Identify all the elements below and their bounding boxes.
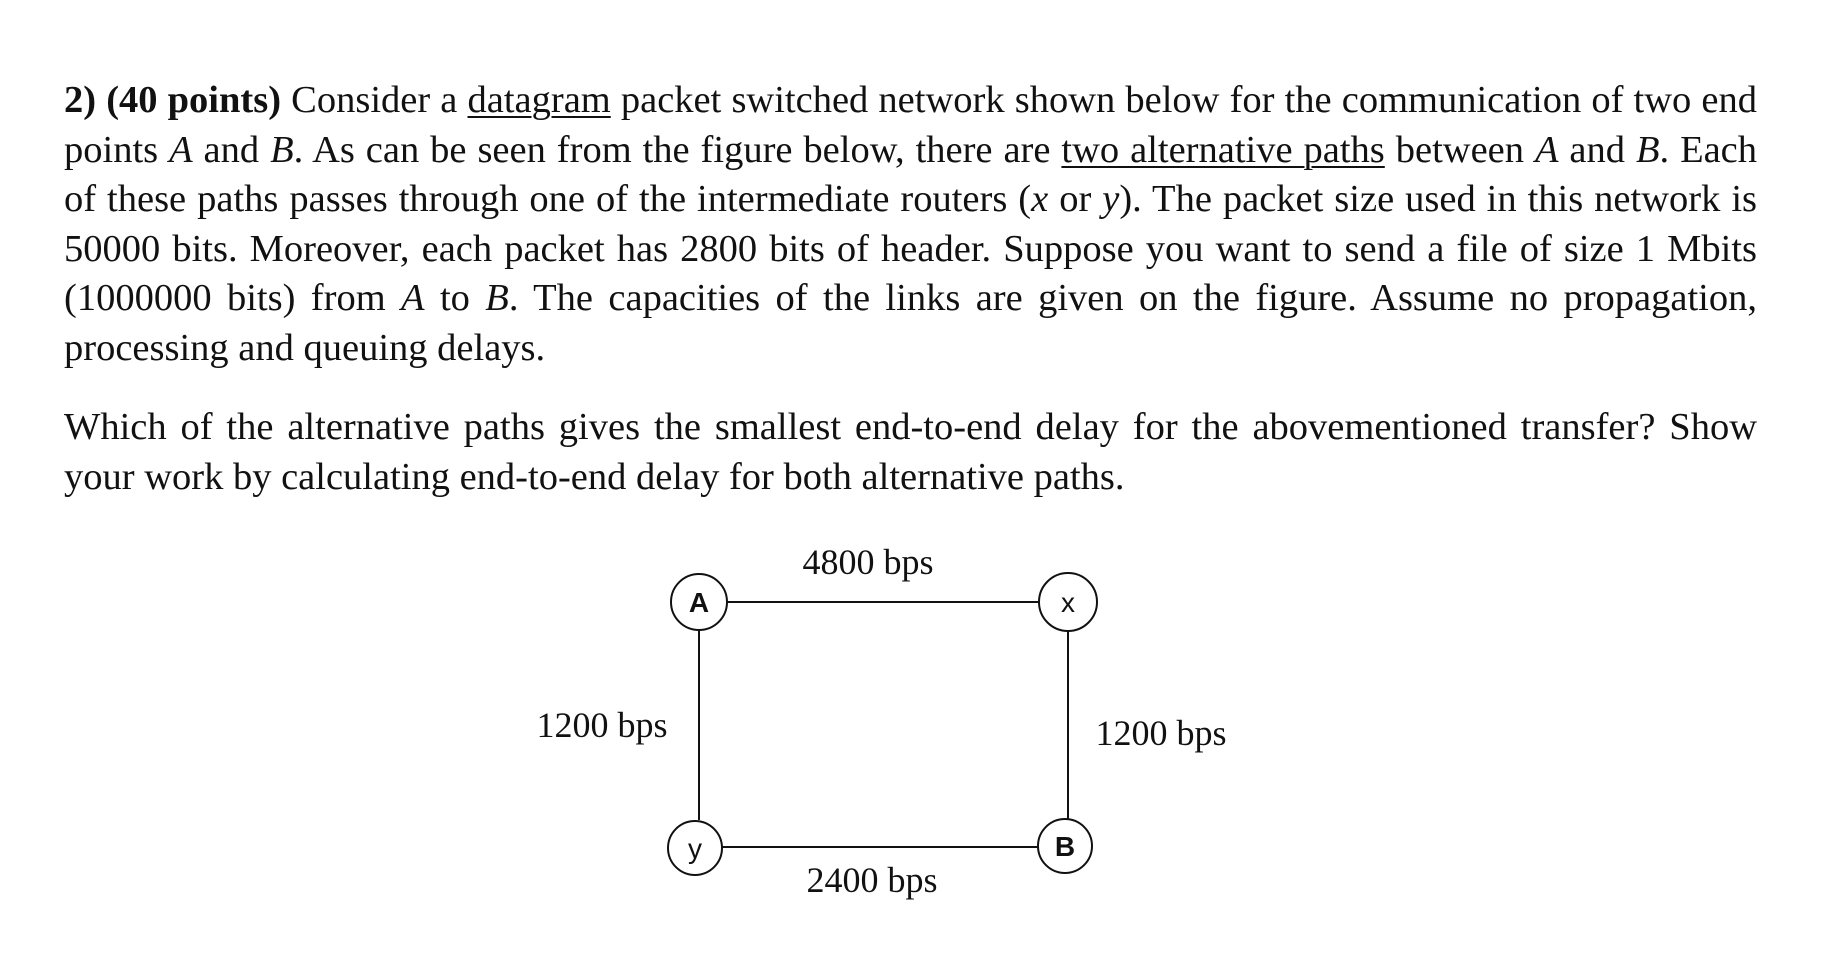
var-A: A [401,277,425,319]
var-B: B [270,128,294,171]
node-a-label: A [688,587,710,618]
text-run: . Each of these paths passes through one of the intermediate routers ( [64,128,1758,220]
node-b [1038,819,1092,873]
node-b-label: B [1054,831,1076,862]
text-run: . The capacities of the links are given on the figure. Assume no propagation, processing and queuing delays. [64,277,1757,369]
node-x [1039,573,1097,631]
text-run: Consider a [281,79,468,121]
link-label-y-b: 2400 bps [806,860,938,900]
node-a [671,574,727,630]
node-y [668,821,722,875]
var-B: B [1635,128,1660,171]
var-A: A [169,128,193,171]
var-B: B [485,277,509,319]
term-two-alternative-paths: two alternative paths [1061,128,1385,171]
text-run: and [192,128,271,171]
var-y: y [1102,178,1120,220]
text-run: ). The packet size used in this network is 50000 bits. Moreover, each packet has 2800 bits of header. Suppose you want to send a file of size 1 Mbits (1000000 bits) from [64,178,1757,319]
node-y-label: y [688,833,702,864]
link-label-a-y: 1200 bps [536,705,668,745]
text-run: between [1384,128,1535,171]
node-x-label: x [1061,587,1075,618]
text-run: . As can be seen from the figure below, there are [293,128,1062,171]
term-datagram: datagram [467,79,611,121]
text-run: to [424,277,486,319]
question-paragraph-2: Which of the alternative paths gives the smallest end-to-end delay for the abovementioned transfer? Show your work by calculating end-to-end delay for both alternative paths. [64,406,1757,498]
text-run: or [1048,178,1103,220]
var-x: x [1031,178,1049,220]
var-A: A [1534,128,1559,171]
question-points: (40 points) [106,79,282,121]
link-label-a-x: 4800 bps [802,542,934,582]
link-label-x-b: 1200 bps [1095,713,1227,753]
text-run: packet switched network shown below for the communication of two end points [64,79,1758,171]
text-run: and [1558,128,1636,171]
question-number: 2) [64,79,97,121]
